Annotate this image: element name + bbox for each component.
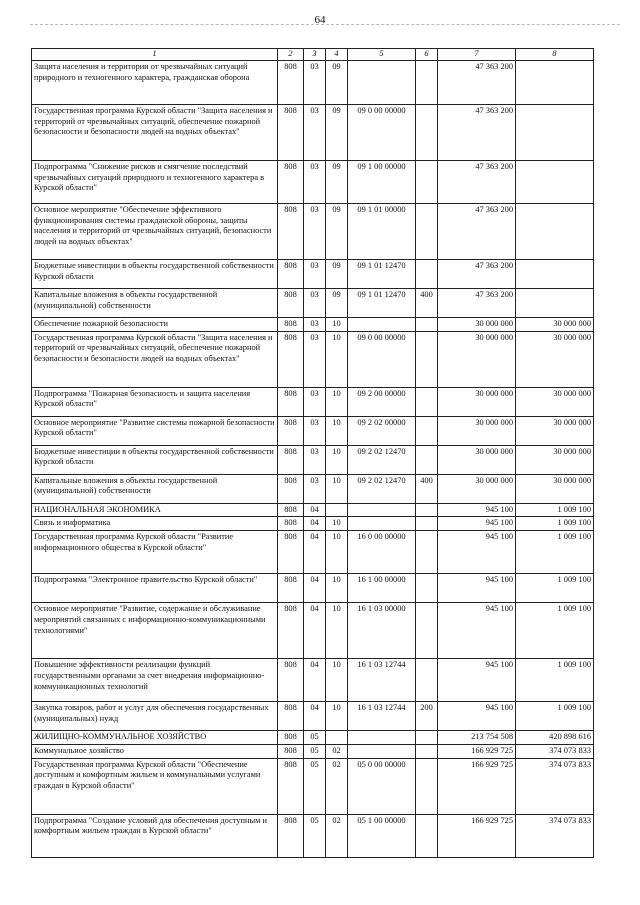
row-amount-1-cell: 30 000 000	[438, 416, 516, 445]
row-vr-code-cell	[416, 574, 438, 603]
row-pr-code-cell: 10	[326, 702, 348, 731]
row-rz-code-cell: 03	[304, 288, 326, 317]
row-rz-code-cell: 04	[304, 603, 326, 659]
row-amount-1-cell: 47 363 200	[438, 104, 516, 160]
row-amount-2-cell	[516, 160, 594, 203]
row-vr-code-cell	[416, 531, 438, 574]
row-name-cell: Подпрограмма "Снижение рисков и смягчение последствий чрезвычайных ситуаций природного и техногенного характера в Курской области"	[32, 160, 278, 203]
row-gr-code-cell: 808	[278, 758, 304, 814]
row-csr-code-cell: 09 2 00 00000	[348, 387, 416, 416]
row-amount-1-cell: 47 363 200	[438, 203, 516, 259]
row-gr-code-cell: 808	[278, 416, 304, 445]
table-row	[32, 445, 594, 474]
table-row	[32, 731, 594, 745]
row-rz-code-cell: 03	[304, 445, 326, 474]
row-name-cell: Защита населения и территории от чрезвычайных ситуаций природного и техногенного характера, гражданская оборона	[32, 60, 278, 104]
row-amount-2-cell	[516, 203, 594, 259]
row-name-cell: Государственная программа Курской области "Обеспечение доступным и комфортным жильем и коммунальными услугами граждан в Курской области"	[32, 758, 278, 814]
table-row	[32, 758, 594, 814]
row-vr-code-cell	[416, 317, 438, 331]
row-name-cell: НАЦИОНАЛЬНАЯ ЭКОНОМИКА	[32, 503, 278, 517]
row-pr-code-cell: 09	[326, 160, 348, 203]
row-pr-code-cell: 10	[326, 574, 348, 603]
row-gr-code-cell: 808	[278, 702, 304, 731]
row-amount-2-cell	[516, 60, 594, 104]
row-rz-code-cell: 03	[304, 259, 326, 288]
row-gr-code-cell: 808	[278, 387, 304, 416]
column-header: 4	[326, 49, 348, 61]
row-pr-code-cell: 09	[326, 104, 348, 160]
row-pr-code-cell	[326, 731, 348, 745]
row-name-cell: Основное мероприятие "Обеспечение эффективного функционирования системы гражданской обороны, защиты населения и территорий от чрезвычайных ситуаций, безопасности людей на водных объектах"	[32, 203, 278, 259]
row-gr-code-cell: 808	[278, 259, 304, 288]
page-number: 64	[314, 14, 326, 26]
row-name-cell: Основное мероприятие "Развитие, содержание и обслуживание мероприятий связанных с информационно-коммуникационными технологиями"	[32, 603, 278, 659]
row-amount-1-cell: 945 100	[438, 659, 516, 702]
row-vr-code-cell	[416, 603, 438, 659]
row-pr-code-cell: 10	[326, 387, 348, 416]
row-rz-code-cell: 05	[304, 814, 326, 857]
row-amount-2-cell	[516, 259, 594, 288]
row-pr-code-cell: 09	[326, 203, 348, 259]
row-gr-code-cell: 808	[278, 474, 304, 503]
table-row	[32, 517, 594, 531]
row-gr-code-cell: 808	[278, 60, 304, 104]
row-amount-2-cell: 1 009 100	[516, 531, 594, 574]
row-csr-code-cell	[348, 503, 416, 517]
row-csr-code-cell: 16 0 00 00000	[348, 531, 416, 574]
table-row	[32, 702, 594, 731]
row-pr-code-cell: 02	[326, 814, 348, 857]
row-pr-code-cell: 10	[326, 445, 348, 474]
row-csr-code-cell: 09 1 01 12470	[348, 259, 416, 288]
column-number-row	[32, 49, 594, 61]
table-row	[32, 288, 594, 317]
table-row	[32, 744, 594, 758]
table-row	[32, 659, 594, 702]
table-row	[32, 317, 594, 331]
row-amount-1-cell: 945 100	[438, 531, 516, 574]
row-gr-code-cell: 808	[278, 331, 304, 387]
row-rz-code-cell: 03	[304, 474, 326, 503]
column-header: 7	[438, 49, 516, 61]
row-csr-code-cell: 16 1 03 12744	[348, 702, 416, 731]
row-name-cell: Подпрограмма "Создание условий для обеспечения доступным и комфортным жильем граждан в Курской области"	[32, 814, 278, 857]
table-row	[32, 474, 594, 503]
row-amount-2-cell: 1 009 100	[516, 603, 594, 659]
table-row	[32, 603, 594, 659]
column-header: 3	[304, 49, 326, 61]
row-rz-code-cell: 04	[304, 531, 326, 574]
row-csr-code-cell: 05 1 00 00000	[348, 814, 416, 857]
row-name-cell: Подпрограмма "Электронное правительство Курской области"	[32, 574, 278, 603]
row-amount-1-cell: 47 363 200	[438, 259, 516, 288]
row-vr-code-cell	[416, 731, 438, 745]
row-name-cell: Связь и информатика	[32, 517, 278, 531]
row-pr-code-cell: 10	[326, 416, 348, 445]
row-gr-code-cell: 808	[278, 731, 304, 745]
table-row	[32, 203, 594, 259]
table-row	[32, 574, 594, 603]
row-vr-code-cell	[416, 160, 438, 203]
row-pr-code-cell: 09	[326, 288, 348, 317]
row-amount-2-cell: 30 000 000	[516, 445, 594, 474]
table-row	[32, 387, 594, 416]
row-csr-code-cell	[348, 744, 416, 758]
row-amount-2-cell: 374 073 833	[516, 744, 594, 758]
table-row	[32, 259, 594, 288]
row-pr-code-cell: 10	[326, 659, 348, 702]
row-amount-2-cell: 1 009 100	[516, 574, 594, 603]
row-vr-code-cell	[416, 445, 438, 474]
row-vr-code-cell	[416, 387, 438, 416]
row-gr-code-cell: 808	[278, 160, 304, 203]
row-amount-1-cell: 30 000 000	[438, 331, 516, 387]
column-header: 8	[516, 49, 594, 61]
table-row	[32, 814, 594, 857]
row-amount-1-cell: 945 100	[438, 574, 516, 603]
row-rz-code-cell: 04	[304, 503, 326, 517]
row-amount-1-cell: 166 929 725	[438, 758, 516, 814]
table-row	[32, 104, 594, 160]
row-pr-code-cell: 10	[326, 603, 348, 659]
row-pr-code-cell: 02	[326, 758, 348, 814]
row-amount-2-cell: 30 000 000	[516, 387, 594, 416]
row-gr-code-cell: 808	[278, 603, 304, 659]
row-pr-code-cell: 10	[326, 517, 348, 531]
row-csr-code-cell: 05 0 00 00000	[348, 758, 416, 814]
row-amount-2-cell: 1 009 100	[516, 503, 594, 517]
row-pr-code-cell: 10	[326, 531, 348, 574]
row-amount-1-cell: 945 100	[438, 603, 516, 659]
row-pr-code-cell	[326, 503, 348, 517]
row-vr-code-cell: 400	[416, 474, 438, 503]
row-gr-code-cell: 808	[278, 445, 304, 474]
row-amount-1-cell: 47 363 200	[438, 60, 516, 104]
row-rz-code-cell: 04	[304, 517, 326, 531]
row-gr-code-cell: 808	[278, 288, 304, 317]
row-name-cell: Коммунальное хозяйство	[32, 744, 278, 758]
row-csr-code-cell: 16 1 00 00000	[348, 574, 416, 603]
row-pr-code-cell: 09	[326, 259, 348, 288]
table-row	[32, 531, 594, 574]
row-gr-code-cell: 808	[278, 659, 304, 702]
row-vr-code-cell	[416, 517, 438, 531]
row-amount-1-cell: 166 929 725	[438, 744, 516, 758]
row-rz-code-cell: 03	[304, 317, 326, 331]
row-name-cell: Бюджетные инвестиции в объекты государственной собственности Курской области	[32, 259, 278, 288]
row-amount-2-cell: 1 009 100	[516, 702, 594, 731]
row-pr-code-cell: 10	[326, 331, 348, 387]
row-csr-code-cell: 09 2 02 12470	[348, 445, 416, 474]
row-amount-1-cell: 30 000 000	[438, 445, 516, 474]
column-header: 5	[348, 49, 416, 61]
table-body	[32, 49, 594, 858]
row-vr-code-cell	[416, 416, 438, 445]
table-row	[32, 331, 594, 387]
row-amount-1-cell: 47 363 200	[438, 160, 516, 203]
row-amount-2-cell	[516, 104, 594, 160]
row-vr-code-cell	[416, 104, 438, 160]
row-name-cell: Капитальные вложения в объекты государственной (муниципальной) собственности	[32, 288, 278, 317]
row-amount-1-cell: 47 363 200	[438, 288, 516, 317]
row-rz-code-cell: 04	[304, 574, 326, 603]
row-name-cell: Бюджетные инвестиции в объекты государственной собственности Курской области	[32, 445, 278, 474]
row-amount-1-cell: 945 100	[438, 702, 516, 731]
row-amount-1-cell: 30 000 000	[438, 317, 516, 331]
row-amount-2-cell: 1 009 100	[516, 517, 594, 531]
row-gr-code-cell: 808	[278, 317, 304, 331]
table-row	[32, 160, 594, 203]
row-gr-code-cell: 808	[278, 517, 304, 531]
row-gr-code-cell: 808	[278, 203, 304, 259]
row-rz-code-cell: 04	[304, 702, 326, 731]
row-rz-code-cell: 05	[304, 744, 326, 758]
row-vr-code-cell	[416, 203, 438, 259]
row-amount-2-cell: 30 000 000	[516, 474, 594, 503]
table-row	[32, 416, 594, 445]
row-amount-2-cell: 1 009 100	[516, 659, 594, 702]
row-name-cell: Основное мероприятие "Развитие системы пожарной безопасности Курской области"	[32, 416, 278, 445]
row-gr-code-cell: 808	[278, 744, 304, 758]
row-pr-code-cell: 02	[326, 744, 348, 758]
row-vr-code-cell	[416, 331, 438, 387]
row-amount-1-cell: 945 100	[438, 517, 516, 531]
row-gr-code-cell: 808	[278, 814, 304, 857]
row-amount-1-cell: 945 100	[438, 503, 516, 517]
row-rz-code-cell: 03	[304, 387, 326, 416]
row-vr-code-cell	[416, 659, 438, 702]
row-rz-code-cell: 03	[304, 203, 326, 259]
row-csr-code-cell	[348, 517, 416, 531]
row-name-cell: ЖИЛИЩНО-КОММУНАЛЬНОЕ ХОЗЯЙСТВО	[32, 731, 278, 745]
scan-artifact-line	[30, 24, 620, 25]
row-vr-code-cell: 400	[416, 288, 438, 317]
row-csr-code-cell	[348, 731, 416, 745]
row-csr-code-cell: 09 0 00 00000	[348, 104, 416, 160]
row-rz-code-cell: 03	[304, 104, 326, 160]
row-amount-1-cell: 30 000 000	[438, 387, 516, 416]
row-csr-code-cell: 09 1 00 00000	[348, 160, 416, 203]
row-csr-code-cell	[348, 317, 416, 331]
row-name-cell: Государственная программа Курской области "Развитие информационного общества в Курской области"	[32, 531, 278, 574]
budget-table	[31, 48, 594, 858]
row-amount-1-cell: 213 754 508	[438, 731, 516, 745]
row-amount-2-cell: 374 073 833	[516, 758, 594, 814]
row-rz-code-cell: 03	[304, 416, 326, 445]
row-name-cell: Повышение эффективности реализации функций государственными органами за счет внедрения информационно-коммуникационных технологий	[32, 659, 278, 702]
row-pr-code-cell: 10	[326, 474, 348, 503]
row-vr-code-cell	[416, 259, 438, 288]
row-name-cell: Подпрограмма "Пожарная безопасность и защита населения Курской области"	[32, 387, 278, 416]
column-header: 1	[32, 49, 278, 61]
row-name-cell: Государственная программа Курской области "Защита населения и территорий от чрезвычайных ситуаций, обеспечение пожарной безопасности и безопасности людей на водных объектах"	[32, 104, 278, 160]
row-csr-code-cell: 09 2 02 12470	[348, 474, 416, 503]
row-vr-code-cell	[416, 60, 438, 104]
row-csr-code-cell: 09 1 01 00000	[348, 203, 416, 259]
row-amount-2-cell: 374 073 833	[516, 814, 594, 857]
row-gr-code-cell: 808	[278, 574, 304, 603]
column-header: 2	[278, 49, 304, 61]
row-csr-code-cell: 09 2 02 00000	[348, 416, 416, 445]
row-csr-code-cell: 16 1 03 12744	[348, 659, 416, 702]
row-rz-code-cell: 05	[304, 758, 326, 814]
row-pr-code-cell: 09	[326, 60, 348, 104]
row-gr-code-cell: 808	[278, 503, 304, 517]
row-amount-2-cell: 30 000 000	[516, 317, 594, 331]
row-vr-code-cell	[416, 758, 438, 814]
row-amount-2-cell: 30 000 000	[516, 331, 594, 387]
row-vr-code-cell: 200	[416, 702, 438, 731]
row-gr-code-cell: 808	[278, 531, 304, 574]
table-row	[32, 60, 594, 104]
row-csr-code-cell: 09 1 01 12470	[348, 288, 416, 317]
row-gr-code-cell: 808	[278, 104, 304, 160]
row-amount-2-cell: 420 898 616	[516, 731, 594, 745]
row-csr-code-cell: 09 0 00 00000	[348, 331, 416, 387]
row-amount-1-cell: 30 000 000	[438, 474, 516, 503]
row-name-cell: Закупка товаров, работ и услуг для обеспечения государственных (муниципальных) нужд	[32, 702, 278, 731]
row-name-cell: Государственная программа Курской области "Защита населения и территорий от чрезвычайных ситуаций, обеспечение пожарной безопасности и безопасности людей на водных объектах"	[32, 331, 278, 387]
row-rz-code-cell: 03	[304, 160, 326, 203]
row-name-cell: Капитальные вложения в объекты государственной (муниципальной) собственности	[32, 474, 278, 503]
row-vr-code-cell	[416, 814, 438, 857]
table-row	[32, 503, 594, 517]
row-rz-code-cell: 04	[304, 659, 326, 702]
row-name-cell: Обеспечение пожарной безопасности	[32, 317, 278, 331]
row-vr-code-cell	[416, 744, 438, 758]
column-header: 6	[416, 49, 438, 61]
row-amount-1-cell: 166 929 725	[438, 814, 516, 857]
row-rz-code-cell: 03	[304, 60, 326, 104]
row-pr-code-cell: 10	[326, 317, 348, 331]
row-amount-2-cell: 30 000 000	[516, 416, 594, 445]
row-rz-code-cell: 05	[304, 731, 326, 745]
row-amount-2-cell	[516, 288, 594, 317]
row-csr-code-cell	[348, 60, 416, 104]
row-csr-code-cell: 16 1 03 00000	[348, 603, 416, 659]
row-rz-code-cell: 03	[304, 331, 326, 387]
row-vr-code-cell	[416, 503, 438, 517]
